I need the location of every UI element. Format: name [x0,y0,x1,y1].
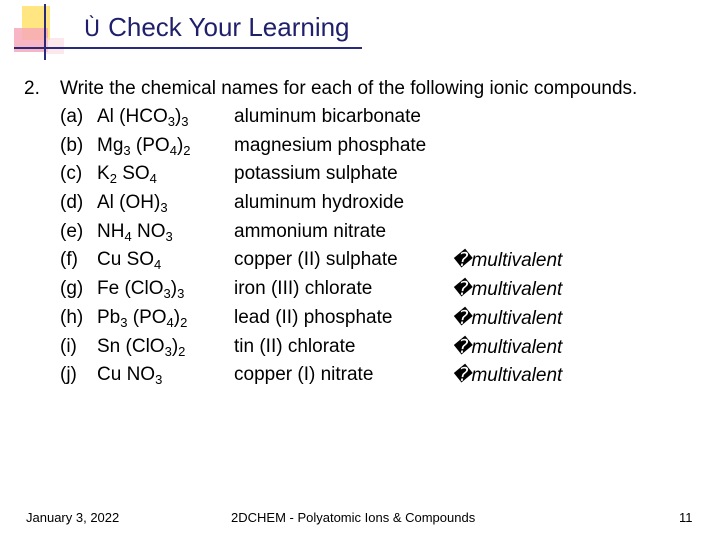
formula-text: ) [170,278,178,300]
formula-text: NH [97,220,125,242]
formula-subscript: 2 [178,343,186,359]
note-glyph: � [452,250,472,272]
formula-text: Pb [97,306,121,328]
formula-text: ) [174,106,182,127]
multivalent-note [452,307,562,330]
list-item [0,278,720,307]
list-item [0,307,720,336]
note-text: multivalent [471,307,563,329]
formula-subscript: 4 [169,142,177,158]
note-glyph: � [452,336,472,358]
formula-text: Fe (ClO [97,278,164,300]
formula-text: SO [116,163,150,185]
formula-text: ) [173,306,181,328]
footer-course-title: 2DCHEM - Polyatomic Ions & Compounds [231,510,476,525]
formula-text: Cu NO [97,364,156,386]
list-item [0,192,720,221]
note-text: multivalent [471,336,563,358]
chemical-name: aluminum bicarbonate [234,106,421,127]
formula-text: (PO [130,134,170,156]
footer-page-number: 11 [679,510,693,525]
formula-subscript: 4 [166,314,174,330]
chemical-name: iron (III) chlorate [234,278,373,300]
note-text: multivalent [471,365,563,387]
question-text: Write the chemical names for each of the following ionic compounds. [60,78,638,99]
formula-subscript: 2 [183,142,191,158]
formula-text: NO [131,220,166,242]
chemical-formula [97,135,191,157]
item-letter: (d) [60,192,84,214]
question-prompt [24,78,637,100]
answer-list [0,106,720,393]
chemical-name: aluminum hydroxide [234,192,405,214]
chemical-formula [97,336,185,358]
item-letter: (i) [60,335,77,357]
note-glyph: � [452,279,472,301]
formula-subscript: 3 [165,228,173,244]
formula-subscript: 3 [120,314,128,330]
item-letter: (b) [60,134,84,156]
item-letter: (h) [60,306,84,328]
chemical-name: copper (I) nitrate [234,364,374,386]
formula-text: ) [171,335,179,357]
formula-text: Sn (ClO [97,335,165,357]
formula-subscript: 4 [149,171,157,187]
slide-title-text: Check Your Learning [108,12,350,42]
list-item [0,249,720,278]
item-letter: (j) [60,364,77,386]
formula-text: (PO [127,306,167,328]
bullet-symbol-icon: Ù [84,17,101,42]
chemical-formula [97,364,162,386]
formula-subscript: 3 [160,200,168,216]
item-letter: (a) [60,106,84,127]
formula-subscript: 4 [154,257,162,273]
chemical-formula [97,106,189,128]
chemical-name: potassium sulphate [234,163,398,185]
formula-text: Al (HCO [97,106,168,127]
multivalent-note [452,336,562,359]
decor-horizontal-line [14,47,362,49]
chemical-formula [97,249,161,271]
chemical-name: lead (II) phosphate [234,306,393,328]
list-item [0,135,720,164]
formula-subscript: 3 [167,114,175,129]
decor-vertical-line [44,4,46,60]
formula-text: Al (OH) [97,192,161,214]
list-item [0,106,720,135]
formula-subscript: 3 [164,343,172,359]
multivalent-note [452,278,562,301]
note-text: multivalent [471,250,563,272]
list-item [0,336,720,365]
question-number: 2. [24,78,40,99]
formula-text: ) [176,134,184,156]
chemical-formula [97,278,184,300]
note-glyph: � [452,307,472,329]
list-item [0,221,720,250]
multivalent-note [452,249,562,272]
formula-text: K [97,163,110,185]
chemical-formula [97,307,187,329]
chemical-formula [97,163,157,185]
chemical-formula [97,192,168,214]
formula-text: Mg [97,134,124,156]
chemical-name: ammonium nitrate [234,220,387,242]
formula-subscript: 4 [124,228,132,244]
footer-date: January 3, 2022 [26,510,120,525]
note-text: multivalent [471,279,563,301]
chemical-name: magnesium phosphate [234,134,427,156]
item-letter: (g) [60,278,84,300]
decor-faded-square [44,38,64,54]
chemical-name: tin (II) chlorate [234,335,356,357]
formula-text: Cu SO [97,249,155,271]
formula-subscript: 3 [177,286,185,302]
item-letter: (e) [60,220,84,242]
formula-subscript: 3 [163,286,171,302]
list-item [0,163,720,192]
formula-subscript: 3 [181,114,189,129]
multivalent-note [452,364,562,387]
item-letter: (c) [60,163,83,185]
chemical-name: copper (II) sulphate [234,249,398,271]
formula-subscript: 2 [180,314,188,330]
item-letter: (f) [60,249,78,271]
list-item [0,364,720,393]
note-glyph: � [452,365,472,387]
formula-subscript: 3 [123,142,131,158]
chemical-formula [97,221,173,243]
formula-subscript: 3 [155,372,163,388]
formula-subscript: 2 [109,171,117,187]
slide-title [84,12,350,43]
